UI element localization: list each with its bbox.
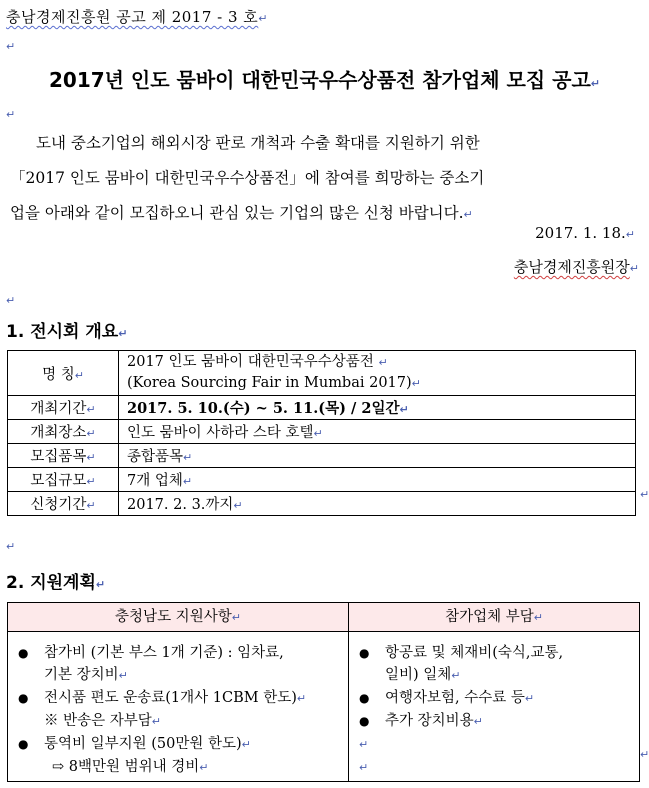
list-item: ● 추가 장치비용↵ — [349, 710, 639, 733]
row-value: 종합품목↵ — [119, 444, 636, 468]
col2-header: 참가업체 부담↵ — [349, 603, 639, 632]
paragraph-mark: ↵ — [6, 294, 16, 307]
exhibition-overview-table — [7, 350, 636, 516]
paragraph-mark: ↵ — [640, 488, 649, 501]
row-label: 모집품목↵ — [8, 444, 119, 468]
paragraph-mark: ↵ — [6, 540, 16, 553]
list-item-continuation: ⇨ 8백만원 범위내 경비↵ — [52, 759, 209, 775]
list-item-continuation: 기본 장치비↵ — [44, 667, 128, 683]
row-value: 2017 인도 뭄바이 대한민국우수상품전 ↵ (Korea Sourcing Fair in Mumbai 2017)↵ — [119, 351, 636, 396]
list-item-continuation: ↵ — [359, 738, 369, 751]
row-value: 2017. 2. 3.까지↵ — [119, 492, 636, 516]
col1-header: 충청남도 지원사항↵ — [8, 603, 349, 632]
row-value: 인도 뭄바이 사하라 스타 호텔↵ — [119, 420, 636, 444]
intro-line: 「2017 인도 뭄바이 대한민국우수상품전」에 참여를 희망하는 중소기 — [10, 169, 485, 187]
section1-heading: 1. 전시회 개요↵ — [6, 322, 128, 342]
row-label: 명 칭↵ — [8, 351, 119, 396]
row-label: 신청기간↵ — [8, 492, 119, 516]
paragraph-mark: ↵ — [258, 12, 269, 25]
intro-paragraph — [10, 126, 638, 232]
announcement-date: 2017. 1. 18.↵ — [535, 224, 635, 242]
row-label: 개최기간↵ — [8, 396, 119, 420]
list-item: ● 항공료 및 체재비(숙식,교통, — [349, 642, 639, 664]
paragraph-mark: ↵ — [640, 748, 649, 761]
paragraph-mark: ↵ — [6, 40, 16, 53]
list-item-continuation: 일비) 일체↵ — [385, 667, 461, 683]
province-support-list — [8, 632, 348, 781]
list-item-continuation: ↵ — [359, 761, 369, 774]
table-row — [8, 468, 636, 492]
table-row — [8, 396, 636, 420]
row-value: 2017. 5. 10.(수) ~ 5. 11.(목) / 2일간↵ — [119, 396, 636, 420]
row-value: 7개 업체↵ — [119, 468, 636, 492]
notice-number: 충남경제진흥원 공고 제 2017 - 3 호↵ — [6, 8, 269, 26]
support-plan-table — [7, 602, 640, 782]
list-item-continuation: ※ 반송은 자부담↵ — [44, 713, 161, 729]
document-title: 2017년 인도 뭄바이 대한민국우수상품전 참가업체 모집 공고↵ — [48, 68, 601, 92]
table-row — [8, 351, 636, 396]
table-row — [8, 492, 636, 516]
list-item: ● 참가비 (기본 부스 1개 기준) : 임차료, — [8, 642, 348, 664]
table-row — [8, 420, 636, 444]
list-item: ● 전시품 편도 운송료(1개사 1CBM 한도)↵ — [8, 687, 348, 710]
company-burden-list — [349, 632, 639, 781]
row-label: 모집규모↵ — [8, 468, 119, 492]
table-row — [8, 444, 636, 468]
intro-line: 업을 아래와 같이 모집하오니 관심 있는 기업의 많은 신청 바랍니다.↵ — [10, 204, 473, 222]
row-label: 개최장소↵ — [8, 420, 119, 444]
list-item: ● 여행자보험, 수수료 등↵ — [349, 687, 639, 710]
list-item: ● 통역비 일부지원 (50만원 한도)↵ — [8, 733, 348, 756]
organization-signature: 충남경제진흥원장↵ — [513, 258, 639, 276]
intro-line: 도내 중소기업의 해외시장 판로 개척과 수출 확대를 지원하기 위한 — [36, 134, 480, 152]
section2-heading: 2. 지원계획↵ — [6, 573, 106, 593]
paragraph-mark: ↵ — [6, 108, 16, 121]
